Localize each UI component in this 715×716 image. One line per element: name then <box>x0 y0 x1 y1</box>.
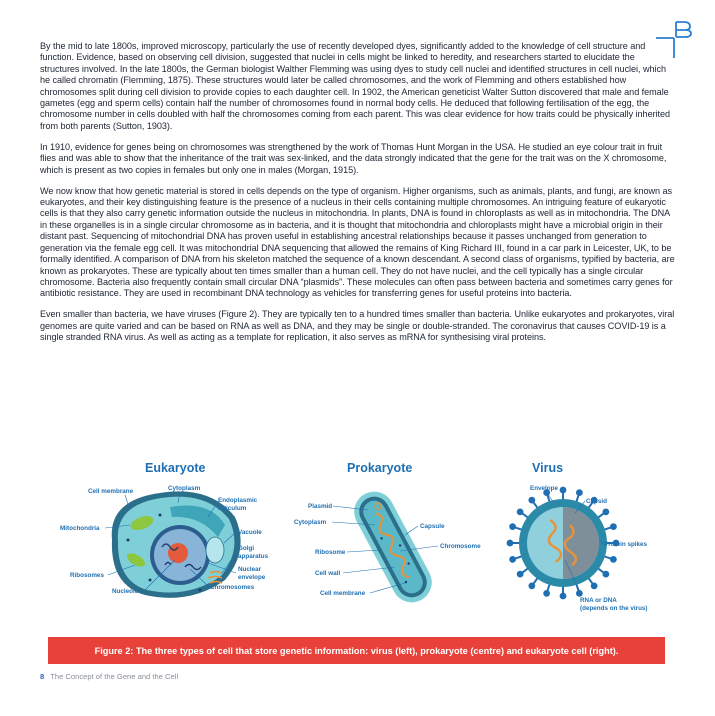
paragraph: We now know that how genetic material is stored in cells depends on the type of organism. Higher organisms, such as animals, plants, and fungi, are known as eukaryotes, and their key distinguishing feature is the presence of a nucleus in their cells containing multiple chromosomes. An intriguing feature of eukaryotic cells is that they also carry genetic information outside the nucleus in mitochondria. In plants, DNA is found in chloroplasts as well as in mitochondria. The DNA in these organelles is in a single circular chromosome as in bacteria, and it is thought that mitochondria and chloroplasts might have a microbial origin in their distant past. Sequencing of mitochondrial DNA has proven useful in establishing ancestral relationships because it passes unchanged from generation to generation via the female egg cell. It was mitochondrial DNA sequencing that allowed the remains of King Richard III, found in a car park in Leicester, UK, to be formally identified. A comparison of DNA from his skeleton matched the sequence of a known descendant. A second class of organisms, typified by bacteria, are known as prokaryotes. These are typically about ten times smaller than a human cell. They do not have nuclei, and the cell typically has a single circular chromosome. Bacteria also frequently contain small circular DNA “plasmids”. These molecules can often pass between bacteria and sometimes carry genes for antibiotic resistance. They are used in recombinant DNA technology as vehicles for transferring genes for useful proteins into bacteria. <box>40 185 675 299</box>
protein-spike-tip <box>510 524 515 529</box>
label-mitochondria: Mitochondria <box>60 525 100 532</box>
footer-title: The Concept of the Gene and the Cell <box>50 672 179 681</box>
cell-types-figure <box>50 455 670 635</box>
eukaryote-title: Eukaryote <box>145 461 206 475</box>
label-golgi-line2: apparatus <box>238 553 269 560</box>
label-ribosome: Ribosome <box>315 549 346 556</box>
label-ribosomes: Ribosomes <box>70 572 104 579</box>
protein-spike-tip <box>577 490 582 495</box>
label-chromosome: Chromosome <box>440 543 481 550</box>
label-golgi-line1: Golgi <box>238 545 255 552</box>
label-cytoplasm: Cytoplasm <box>168 485 201 492</box>
protein-spike-tip <box>518 572 523 577</box>
label-er-line1: Endoplasmic <box>218 497 258 504</box>
prokaryote-title: Prokaryote <box>347 461 413 475</box>
label-cell-membrane: Cell membrane <box>88 488 134 495</box>
label-nucleolus: Nucleolus <box>112 588 143 595</box>
page-number: 8 <box>40 672 45 681</box>
virus-title: Virus <box>532 461 564 475</box>
body-text <box>40 41 676 353</box>
protein-spike-tip <box>529 583 534 588</box>
protein-spike-tip <box>592 583 597 588</box>
label-rna-dna-line1: RNA or DNA <box>580 597 617 604</box>
protein-spike-tip <box>544 591 549 596</box>
label-nuclear-line1: Nuclear <box>238 566 262 573</box>
protein-spike-tip <box>611 524 616 529</box>
paragraph: In 1910, evidence for genes being on chromosomes was strengthened by the work of Thomas Hunt Morgan in the USA. He studied an eye colour trait in fruit flies and was able to show that the inheritance of the trait was sex-linked, and the data strongly indicated that the gene for the trait was on the X chromosome, which is present as two copies in females but only one in males (Morgan, 1915). <box>40 141 667 175</box>
protein-spike-tip <box>603 572 608 577</box>
label-nuclear-line2: envelope <box>238 574 266 581</box>
protein-spike-tip <box>603 509 608 514</box>
label-plasmid: Plasmid <box>308 503 333 510</box>
protein-spike-tip <box>518 509 523 514</box>
label-vacuole: Vacuole <box>238 529 262 536</box>
paragraph: By the mid to late 1800s, improved microscopy, particularly the use of recently developed dyes, significantly added to the knowledge of cell structure and function. Evidence, based on observing cell division, suggested that nuclei in cells might be linked to heredity, and researchers started to elucidate the structures involved. In the late 1800s, the German biologist Walther Flemming was using dyes to study cell nuclei and identified structures in cell nuclei, which he called chromatin (Flemming, 1875). These structures would later be called chromosomes, and the work of Flemming and others established how chromosomes split during cell division to provide copies to each daughter cell. In 1902, the American geneticist Walter Sutton discovered that male and female gametes (egg and sperm cells) contain half the number of chromosomes found in normal body cells. He deduced that following fertilisation of the egg, the chromosome number in cells doubled with half the chromosomes coming from each parent. This was clear evidence for how traits could be physically inherited from both parents (Sutton, 1903). <box>40 41 671 131</box>
protein-spike-tip <box>611 557 616 562</box>
label-er-line2: reticulum <box>218 505 247 512</box>
label-envelope: Envelope <box>530 485 558 492</box>
label-protein-spikes: Protein spikes <box>604 541 648 548</box>
label-prok-cytoplasm: Cytoplasm <box>294 519 327 526</box>
protein-spike-tip <box>510 557 515 562</box>
protein-spike-tip <box>561 594 566 599</box>
protein-spike-tip <box>529 498 534 503</box>
virus-body <box>519 499 607 587</box>
protein-spike-tip <box>508 541 513 546</box>
protein-spike-tip <box>561 488 566 493</box>
figure-caption: Figure 2: The three types of cell that store genetic information: virus (left), prokaryote (centre) and eukaryote cell (right). <box>48 637 665 664</box>
label-capsule: Capsule <box>420 523 445 530</box>
label-cell-wall: Cell wall <box>315 570 341 577</box>
label-chromosomes: Chromosomes <box>210 584 255 591</box>
paragraph: Even smaller than bacteria, we have viruses (Figure 2). They are typically ten to a hundred times smaller than bacteria. Unlike eukaryotes and prokaryotes, viral genomes are quite varied and can be based on RNA as well as DNA, and they may be single or double-stranded. The coronavirus that causes COVID-19 is a single stranded RNA virus. As well as acting as a template for replication, it also serves as mRNA for synthesising viral proteins. <box>40 309 675 343</box>
label-prok-cell-membrane: Cell membrane <box>320 590 366 597</box>
label-capsid: Capsid <box>586 498 607 505</box>
label-rna-dna-line2: (depends on the virus) <box>580 605 648 612</box>
page-footer <box>40 672 178 681</box>
